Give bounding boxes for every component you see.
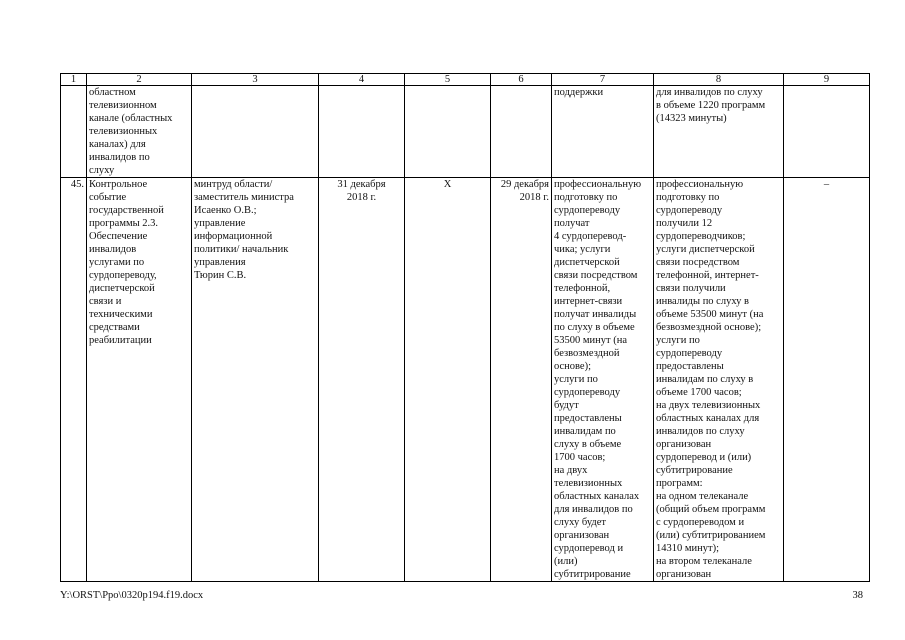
responsible-cell: минтруд области/ заместитель министра Исаенко О.В.; управление информационной политики/ начальник управления Тюрин С.В. xyxy=(192,178,319,582)
column-number: 8 xyxy=(654,74,784,86)
planned-date-cell: 31 декабря 2018 г. xyxy=(319,178,405,582)
marker-cell: Х xyxy=(405,178,491,582)
column-number: 6 xyxy=(491,74,552,86)
notes-cell: – xyxy=(784,178,870,582)
marker-cell xyxy=(405,86,491,178)
notes-cell xyxy=(784,86,870,178)
report-table xyxy=(60,73,870,582)
actual-result-cell: для инвалидов по слуху в объеме 1220 программ (14323 минуты) xyxy=(654,86,784,178)
actual-result-cell: профессиональную подготовку по сурдопереводу получили 12 сурдопереводчиков; услуги диспетчерской связи посредством телефонной, интернет- связи получили инвалиды по слуху в объеме 53500 минут (на безвозмездной основе); услуги по сурдопереводу предоставлены инвалидам по слуху в объеме 1700 часов; на двух телевизионных областных каналах для инвалидов по слуху организован сурдоперевод и (или) субтитрирование программ: на одном телеканале (общий объем программ с сурдопереводом и (или) субтитрированием 14310 минут); на втором телеканале организован xyxy=(654,178,784,582)
actual-date-cell xyxy=(491,86,552,178)
column-number: 3 xyxy=(192,74,319,86)
column-number: 4 xyxy=(319,74,405,86)
column-number: 7 xyxy=(552,74,654,86)
expected-result-cell: поддержки xyxy=(552,86,654,178)
expected-result-cell: профессиональную подготовку по сурдопереводу получат 4 сурдоперевод- чика; услуги диспетчерской связи посредством телефонной, интернет-связи получат инвалиды по слуху в объеме 53500 минут (на безвозмездной основе); услуги по сурдопереводу будут предоставлены инвалидам по слуху в объеме 1700 часов; на двух телевизионных областных каналах для инвалидов по слуху будет организован сурдоперевод и (или) субтитрирование xyxy=(552,178,654,582)
planned-date-cell xyxy=(319,86,405,178)
responsible-cell xyxy=(192,86,319,178)
column-number-row xyxy=(61,74,870,86)
row-number-cell: 45. xyxy=(61,178,87,582)
column-number: 9 xyxy=(784,74,870,86)
column-number: 5 xyxy=(405,74,491,86)
column-number: 1 xyxy=(61,74,87,86)
row-number-cell xyxy=(61,86,87,178)
event-name-cell: областном телевизионном канале (областных телевизионных каналах) для инвалидов по слуху xyxy=(87,86,192,178)
file-path-footer: Y:\ORST\Ppo\0320p194.f19.docx xyxy=(60,590,204,601)
table-row xyxy=(61,86,870,178)
table-row xyxy=(61,178,870,582)
event-name-cell: Контрольное событие государственной программы 2.3. Обеспечение инвалидов услугами по сурдопереводу, диспетчерской связи и техническими средствами реабилитации xyxy=(87,178,192,582)
actual-date-cell: 29 декабря 2018 г. xyxy=(491,178,552,582)
page-number: 38 xyxy=(852,590,863,601)
column-number: 2 xyxy=(87,74,192,86)
